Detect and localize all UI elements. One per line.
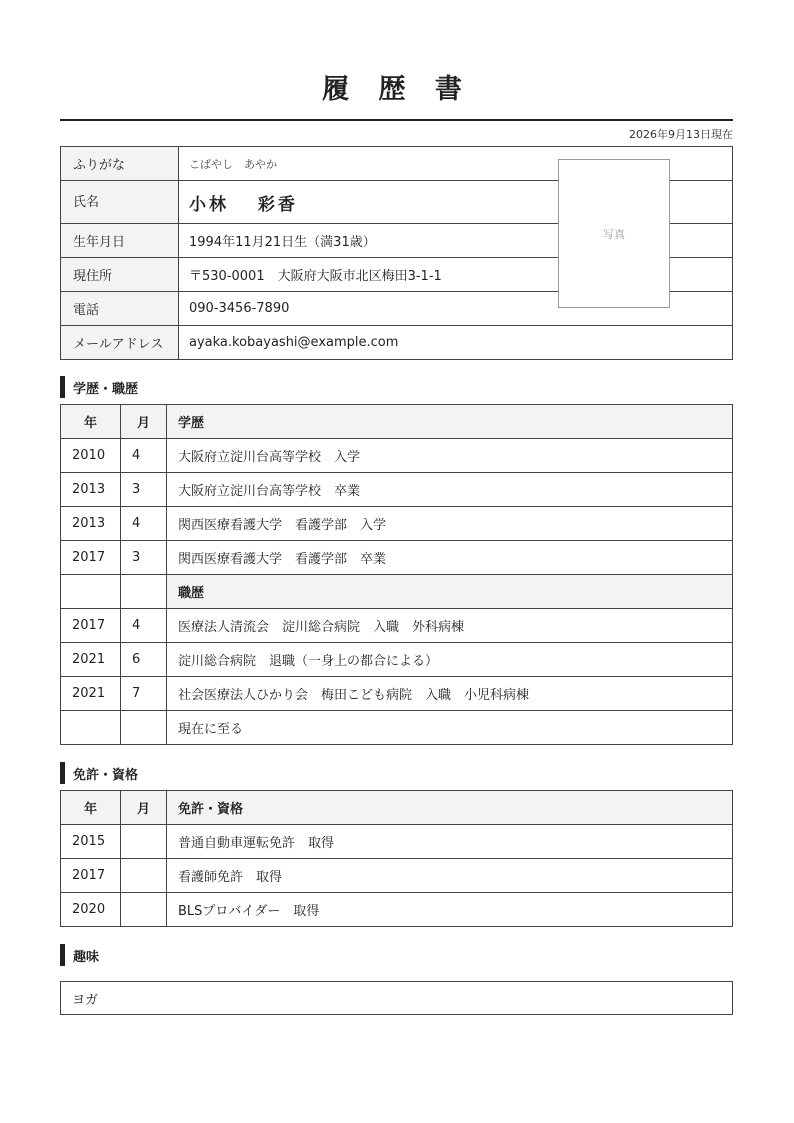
row-year: 2013 xyxy=(61,507,121,541)
row-text: 現在に至る xyxy=(167,711,733,745)
furigana-value: こばやし あやか xyxy=(179,147,733,181)
row-text: 関西医療看護大学 看護学部 入学 xyxy=(167,507,733,541)
education-header: 学歴 xyxy=(167,405,733,439)
row-text: 普通自動車運転免許 取得 xyxy=(167,825,733,859)
row-text: 大阪府立淀川台高等学校 入学 xyxy=(167,439,733,473)
work-subheader-row xyxy=(61,575,733,609)
license-header: 免許・資格 xyxy=(167,791,733,825)
history-section-title: 学歴・職歴 xyxy=(73,381,139,397)
licenses-section-title: 免許・資格 xyxy=(73,767,139,783)
email-value: ayaka.kobayashi@example.com xyxy=(179,326,733,360)
row-year: 2010 xyxy=(61,439,121,473)
photo-placeholder xyxy=(558,159,670,308)
row-month xyxy=(121,711,167,745)
licenses-header-row xyxy=(61,791,733,825)
section-marker xyxy=(60,762,65,784)
row-year: 2015 xyxy=(61,825,121,859)
work-header: 職歴 xyxy=(167,575,733,609)
birth-label: 生年月日 xyxy=(61,224,179,258)
licenses-table xyxy=(60,790,733,927)
row-month: 3 xyxy=(121,541,167,575)
row-month: 4 xyxy=(121,439,167,473)
row-year: 2020 xyxy=(61,893,121,927)
address-label: 現住所 xyxy=(61,258,179,292)
table-row xyxy=(61,473,733,507)
row-month: 4 xyxy=(121,609,167,643)
table-row xyxy=(61,609,733,643)
row-year: 2017 xyxy=(61,609,121,643)
table-row xyxy=(61,507,733,541)
history-header-row xyxy=(61,405,733,439)
hobby-text: ヨガ xyxy=(72,992,99,1008)
blank-cell xyxy=(121,575,167,609)
as-of-date: 2026年9月13日現在 xyxy=(629,128,733,141)
row-month xyxy=(121,825,167,859)
month-header: 月 xyxy=(121,791,167,825)
row-year: 2017 xyxy=(61,859,121,893)
name-value: 小林 彩香 xyxy=(179,181,733,224)
row-year: 2021 xyxy=(61,643,121,677)
table-row xyxy=(61,893,733,927)
row-text: 大阪府立淀川台高等学校 卒業 xyxy=(167,473,733,507)
table-row xyxy=(61,711,733,745)
table-row xyxy=(61,677,733,711)
row-year: 2017 xyxy=(61,541,121,575)
row-month xyxy=(121,893,167,927)
section-marker xyxy=(60,944,65,966)
email-row xyxy=(61,326,733,360)
phone-label: 電話 xyxy=(61,292,179,326)
table-row xyxy=(61,439,733,473)
history-section-heading xyxy=(60,376,138,398)
row-month xyxy=(121,859,167,893)
address-value: 〒530-0001 大阪府大阪市北区梅田3-1-1 xyxy=(179,258,733,292)
row-year xyxy=(61,711,121,745)
birth-value: 1994年11月21日生（満31歳） xyxy=(179,224,733,258)
table-row xyxy=(61,541,733,575)
phone-value: 090-3456-7890 xyxy=(179,292,733,326)
row-month: 7 xyxy=(121,677,167,711)
row-year: 2013 xyxy=(61,473,121,507)
row-text: 医療法人清流会 淀川総合病院 入職 外科病棟 xyxy=(167,609,733,643)
hobby-section-title: 趣味 xyxy=(73,949,100,965)
hobby-box xyxy=(60,981,733,1015)
row-text: 淀川総合病院 退職（一身上の都合による） xyxy=(167,643,733,677)
table-row xyxy=(61,859,733,893)
name-label: 氏名 xyxy=(61,181,179,224)
row-month: 6 xyxy=(121,643,167,677)
table-row xyxy=(61,643,733,677)
row-text: 看護師免許 取得 xyxy=(167,859,733,893)
furigana-label: ふりがな xyxy=(61,147,179,181)
history-table xyxy=(60,404,733,745)
title-divider xyxy=(60,119,733,121)
row-text: BLSプロバイダー 取得 xyxy=(167,893,733,927)
email-label: メールアドレス xyxy=(61,326,179,360)
row-year: 2021 xyxy=(61,677,121,711)
licenses-section-heading xyxy=(60,762,138,784)
year-header: 年 xyxy=(61,405,121,439)
document-title: 履 歴 書 xyxy=(322,74,472,105)
month-header: 月 xyxy=(121,405,167,439)
table-row xyxy=(61,825,733,859)
hobby-section-heading xyxy=(60,944,99,966)
row-month: 3 xyxy=(121,473,167,507)
row-text: 社会医療法人ひかり会 梅田こども病院 入職 小児科病棟 xyxy=(167,677,733,711)
photo-label: 写真 xyxy=(603,227,625,241)
section-marker xyxy=(60,376,65,398)
year-header: 年 xyxy=(61,791,121,825)
row-month: 4 xyxy=(121,507,167,541)
blank-cell xyxy=(61,575,121,609)
row-text: 関西医療看護大学 看護学部 卒業 xyxy=(167,541,733,575)
